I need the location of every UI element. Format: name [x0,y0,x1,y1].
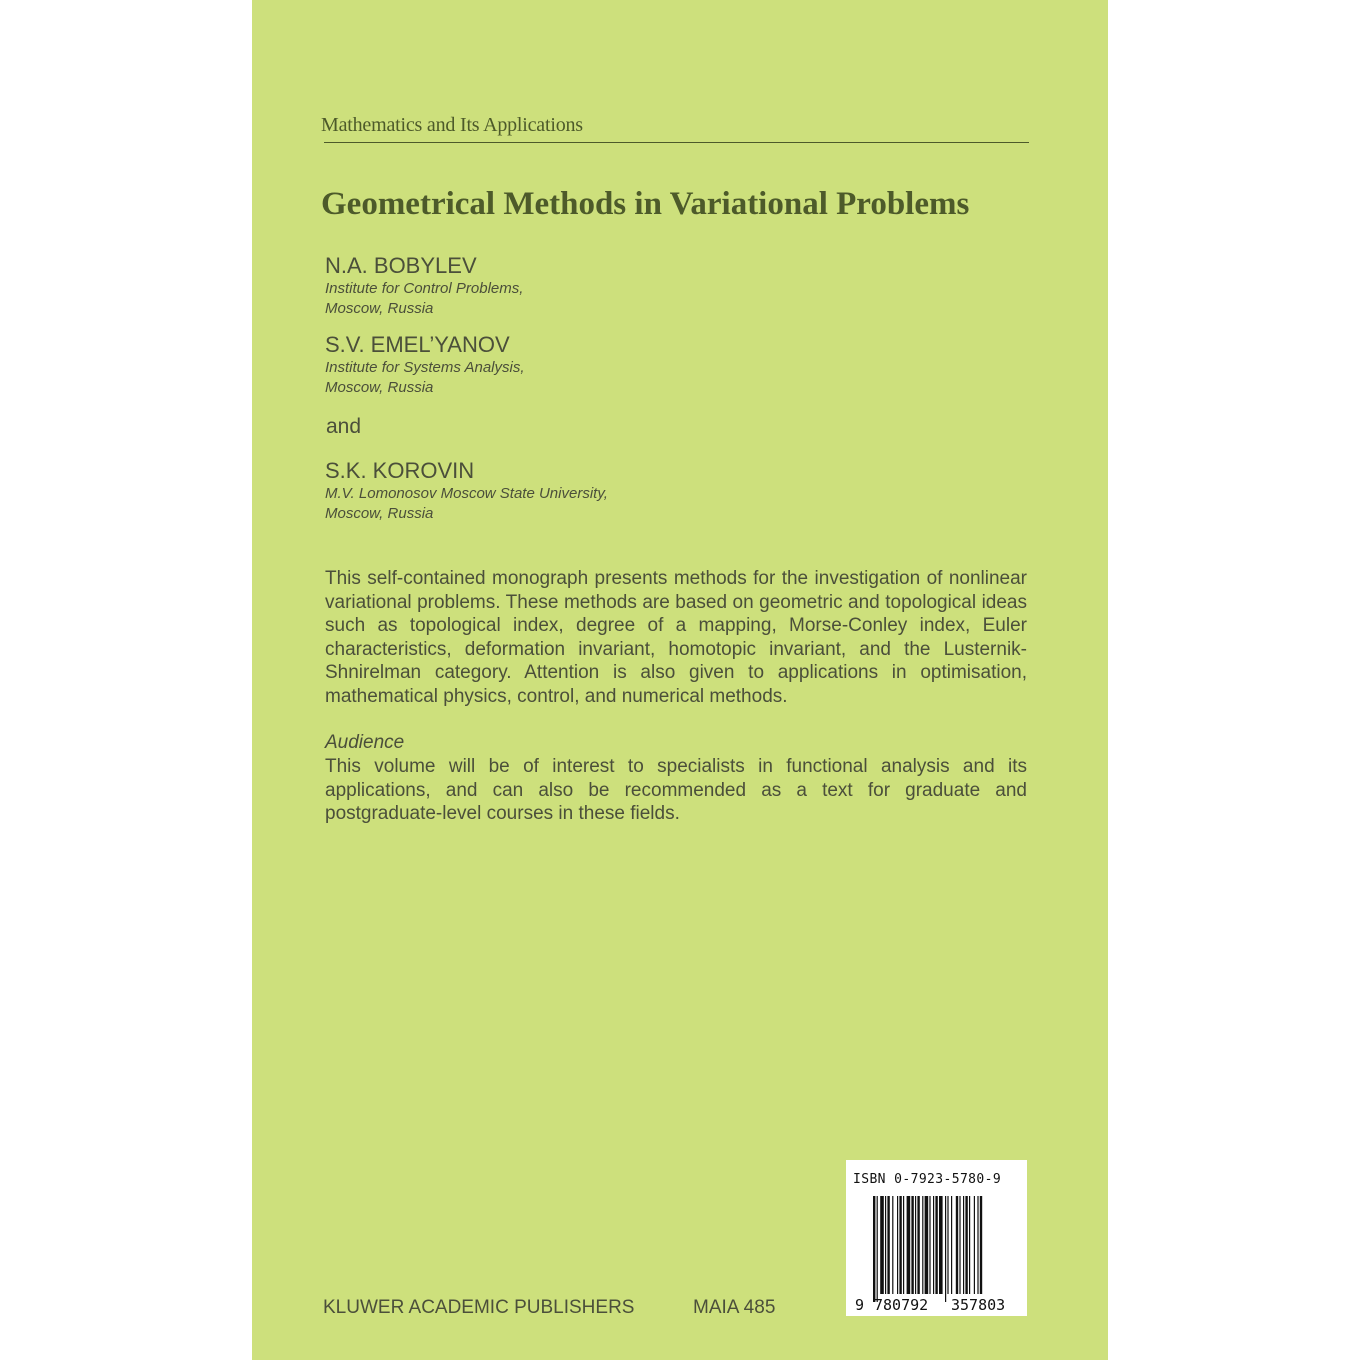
series-code: MAIA 485 [693,1297,776,1318]
author-location: Moscow, Russia [325,300,434,317]
publisher-name: KLUWER ACADEMIC PUBLISHERS [323,1297,635,1318]
author-name: N.A. BOBYLEV [325,253,477,278]
author-location: Moscow, Russia [325,505,434,522]
audience-heading: Audience [325,732,405,753]
author-affiliation: Institute for Systems Analysis, [325,359,525,376]
author-name: S.K. KOROVIN [325,458,475,483]
isbn-label: ISBN 0-7923-5780-9 [853,1172,1002,1187]
author-name: S.V. EMEL’YANOV [325,332,510,357]
author-location: Moscow, Russia [325,379,434,396]
book-title: Geometrical Methods in Variational Problems [321,186,970,222]
barcode-first-digit: 9 [855,1296,865,1314]
barcode-right-digits: 357803 [951,1296,1006,1314]
series-rule [324,142,1029,143]
barcode-bars-icon [846,1160,1027,1316]
author-affiliation: M.V. Lomonosov Moscow State University, [325,485,608,502]
author-1 [325,253,523,319]
description-text: This self-contained monograph presents methods for the investigation of nonlinear variational problems. These methods are based on geometric and topological ideas such as topological index, degree of a mapping, Morse-Conley index, Euler characteristics, deformation invariant, homotopic invariant, and the Lusternik-Shnirelman category. Attention is also given to applications in optimisation, mathematical physics, control, and numerical methods. [325,568,1027,707]
isbn-barcode [846,1160,1027,1316]
audience-text: This volume will be of interest to specialists in functional analysis and its applications, and can also be recommended as a text for graduate and postgraduate-level courses in these fields. [325,756,1027,824]
author-3 [325,458,608,524]
author-affiliation: Institute for Control Problems, [325,280,524,297]
barcode-left-digits: 780792 [874,1296,929,1314]
author-2 [325,332,525,398]
and-connector: and [326,415,362,438]
series-name: Mathematics and Its Applications [321,114,583,136]
